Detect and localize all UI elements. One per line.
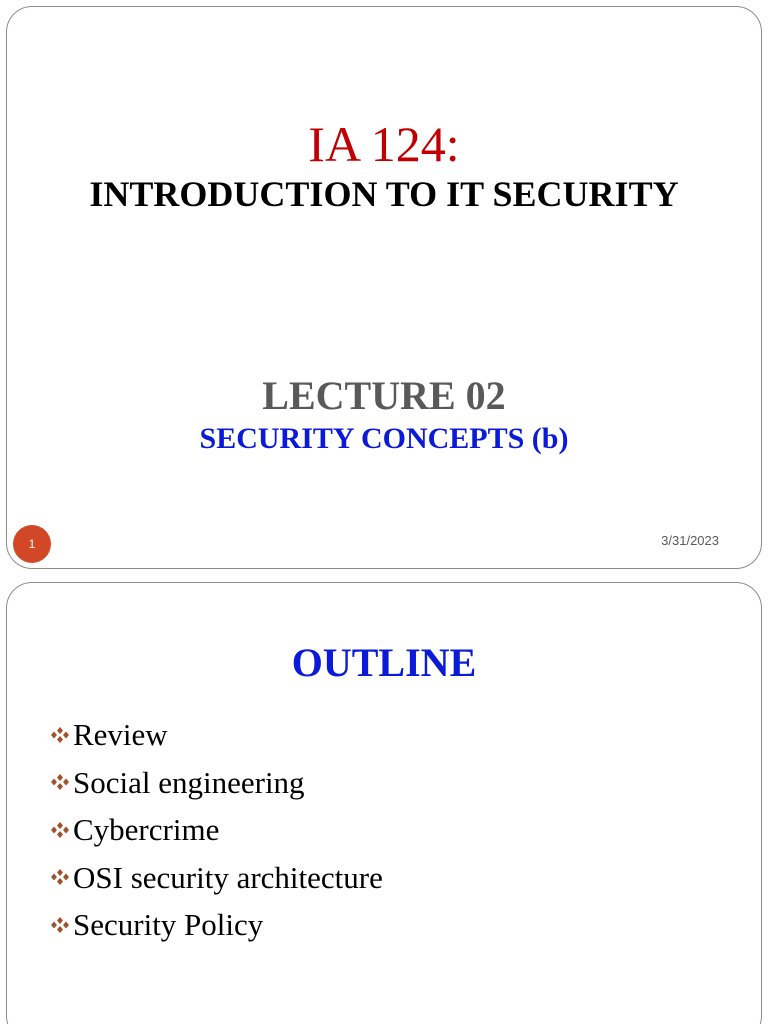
list-item	[47, 854, 383, 902]
list-item	[47, 759, 383, 807]
four-diamond-bullet-icon	[47, 725, 73, 745]
outline-item-label: Cybercrime	[73, 812, 220, 847]
four-diamond-bullet-icon	[47, 772, 73, 792]
lecture-number: LECTURE 02	[262, 373, 506, 418]
outline-list	[47, 711, 383, 949]
title-slide	[6, 6, 762, 569]
four-diamond-bullet-icon	[47, 867, 73, 887]
outline-title: OUTLINE	[291, 640, 477, 685]
course-title: INTRODUCTION TO IT SECURITY	[89, 174, 679, 214]
slide-number-badge: 1	[13, 525, 51, 563]
outline-slide	[6, 582, 762, 1024]
course-code: IA 124:	[308, 116, 460, 172]
lecture-subtitle: SECURITY CONCEPTS (b)	[199, 422, 569, 455]
outline-item-label: Social engineering	[73, 764, 305, 800]
list-item	[47, 711, 383, 759]
slide-date: 3/31/2023	[661, 533, 719, 548]
outline-item-label: Review	[73, 717, 168, 752]
list-item	[47, 901, 383, 949]
four-diamond-bullet-icon	[47, 915, 73, 935]
list-item	[47, 806, 383, 854]
outline-item-label: Security Policy	[73, 907, 264, 942]
four-diamond-bullet-icon	[47, 820, 73, 840]
outline-item-label: OSI security architecture	[73, 859, 383, 895]
